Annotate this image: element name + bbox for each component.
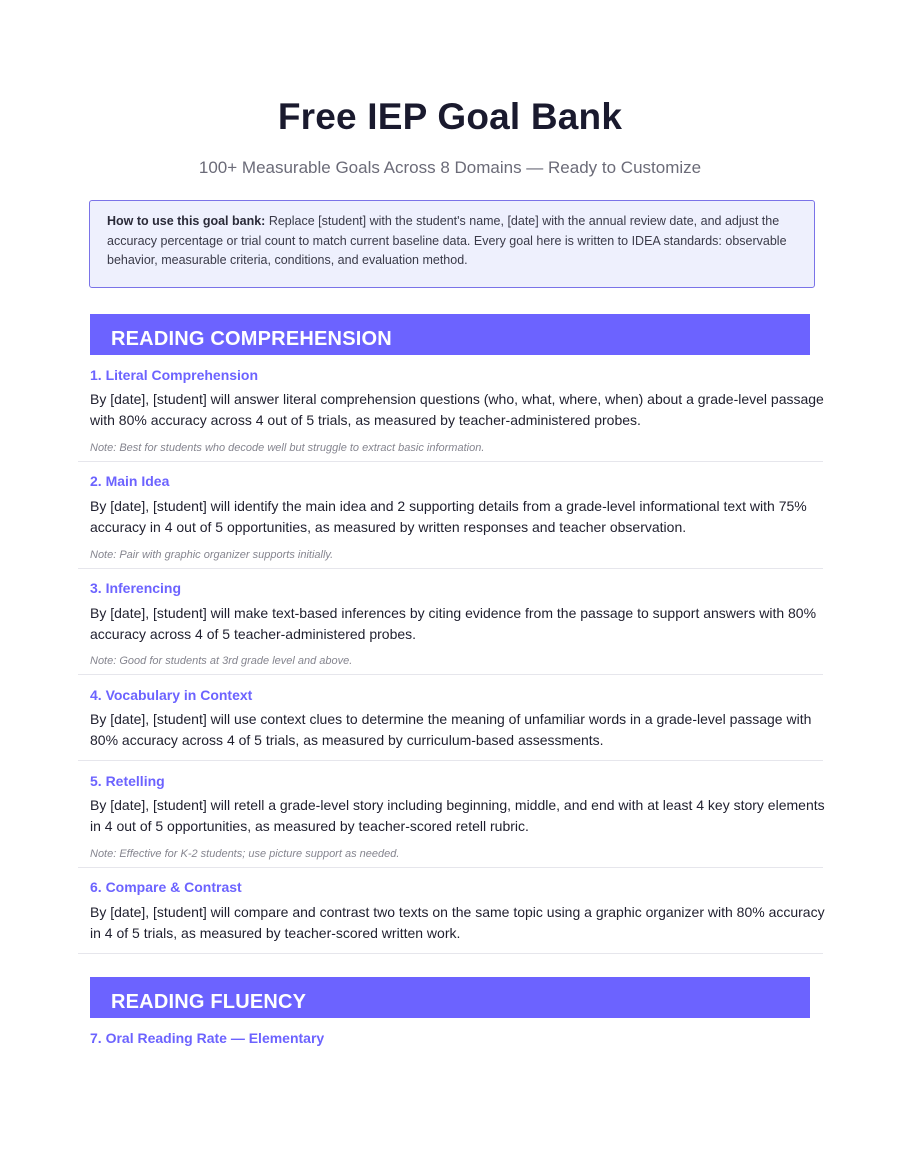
how-to-use-text: Replace [student] with the student's name, [date] with the annual review date, and adjust the accuracy percentage or trial count to match current baseline data. Every goal here is written to IDEA standards: observable behavior, measurable criteria, conditions, and evaluation method.	[107, 214, 787, 267]
goal-text: By [date], [student] will answer literal comprehension questions (who, what, where, when) about a grade-level passage with 80% accuracy across 4 out of 5 trials, as measured by teacher-administered probes.	[90, 391, 824, 428]
section-header-reading-comprehension: READING COMPREHENSION	[90, 314, 810, 355]
goal-text: By [date], [student] will use context clues to determine the meaning of unfamiliar words in a grade-level passage with 80% accuracy across 4 of 5 trials, as measured by curriculum-based assessments.	[90, 711, 812, 748]
goal-item	[78, 1029, 823, 1059]
goal-note: Note: Best for students who decode well but struggle to extract basic information.	[90, 442, 485, 454]
goal-title: 2. Main Idea	[90, 473, 170, 489]
goal-title: 7. Oral Reading Rate — Elementary	[90, 1030, 325, 1046]
goal-title: 6. Compare & Contrast	[90, 879, 242, 895]
goal-note: Note: Pair with graphic organizer supports initially.	[90, 549, 334, 561]
goal-title: 4. Vocabulary in Context	[90, 687, 253, 703]
goal-item	[78, 366, 823, 462]
goal-text: By [date], [student] will make text-based inferences by citing evidence from the passage to support answers with 80% accuracy across 4 of 5 teacher-administered probes.	[90, 605, 817, 642]
goal-item	[78, 579, 823, 675]
section-header-reading-fluency: READING FLUENCY	[90, 977, 810, 1018]
goal-item	[78, 472, 823, 569]
goal-text: By [date], [student] will identify the main idea and 2 supporting details from a grade-level informational text with 75% accuracy in 4 out of 5 opportunities, as measured by written responses and teacher observation.	[90, 498, 807, 535]
goal-item	[78, 686, 823, 761]
page-title: Free IEP Goal Bank	[277, 96, 623, 137]
goal-title: 5. Retelling	[90, 773, 165, 789]
goal-item	[78, 878, 823, 954]
goal-text: By [date], [student] will retell a grade-level story including beginning, middle, and end with at least 4 key story elements in 4 out of 5 opportunities, as measured by teacher-scored retell rubric.	[90, 797, 825, 834]
goal-text: By [date], [student] will compare and contrast two texts on the same topic using a graphic organizer with 80% accuracy in 4 of 5 trials, as measured by teacher-scored written work.	[90, 904, 825, 941]
goal-item	[78, 772, 823, 868]
goal-note: Note: Good for students at 3rd grade level and above.	[90, 655, 353, 667]
how-to-use-callout	[89, 200, 815, 288]
goal-title: 3. Inferencing	[90, 580, 182, 596]
page-subtitle: 100+ Measurable Goals Across 8 Domains — Ready to Customize	[198, 158, 702, 177]
how-to-use-label: How to use this goal bank:	[107, 214, 266, 228]
goal-note: Note: Effective for K-2 students; use picture support as needed.	[90, 848, 400, 860]
goal-title: 1. Literal Comprehension	[90, 367, 259, 383]
